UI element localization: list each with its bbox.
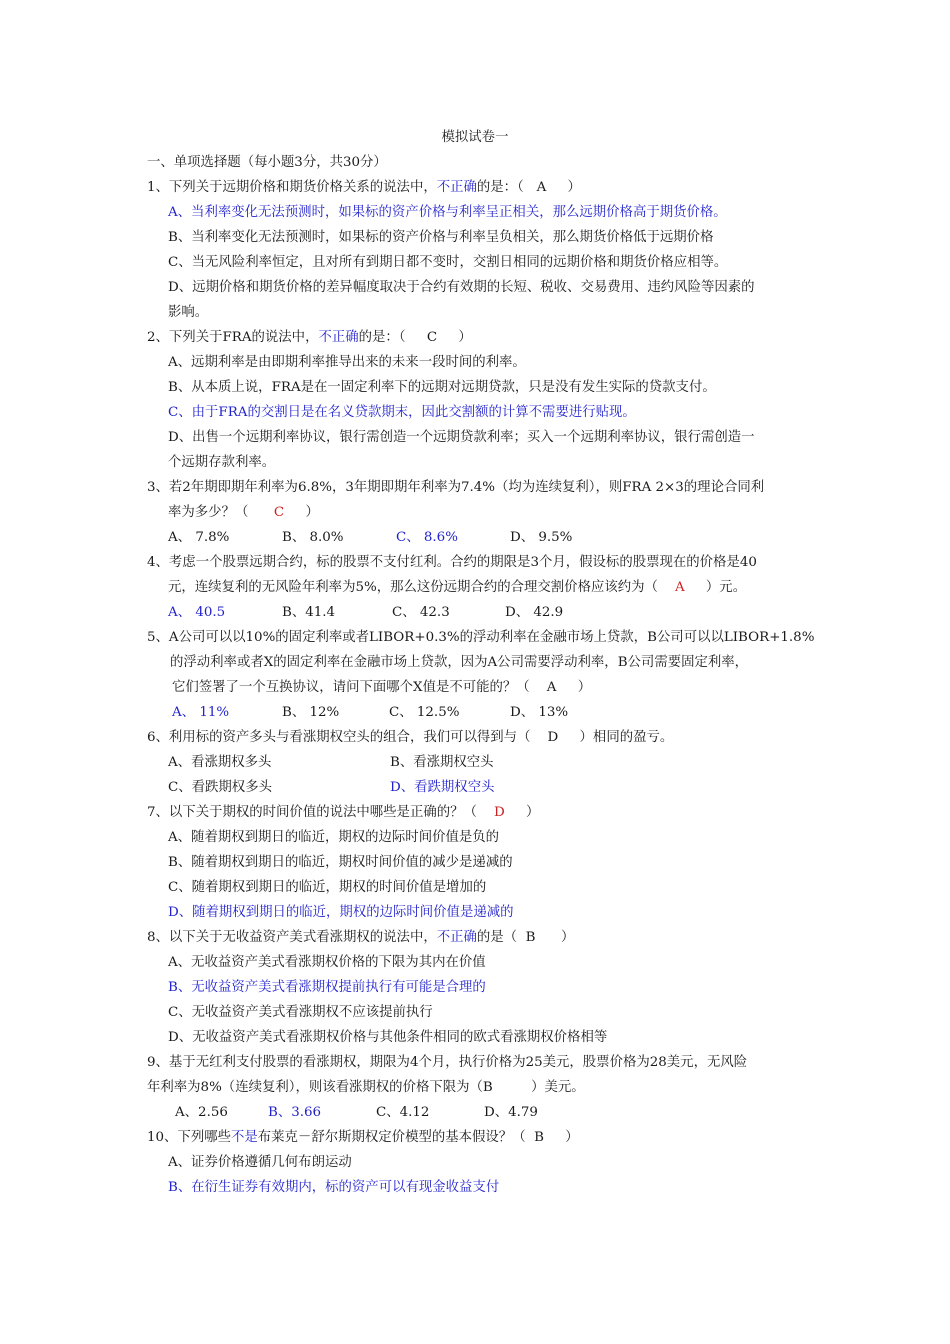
q3-close: ） — [305, 505, 319, 520]
q1-option-b: B、当利率变化无法预测时，如果标的资产价格与利率呈负相关，那么期货价格低于远期价格 — [168, 230, 714, 245]
q5-option-d: D、 13% — [510, 705, 569, 720]
q9-option-b: B、3.66 — [268, 1105, 322, 1120]
q2-stem-text: 2、下列关于FRA的说法中， — [147, 330, 319, 345]
q9-option-c: C、4.12 — [376, 1105, 430, 1120]
q9-option-d: D、4.79 — [484, 1105, 538, 1120]
q8-answer: B — [525, 930, 536, 945]
q3-stem-text: 率为多少？（ — [168, 505, 249, 520]
q8-option-c: C、无收益资产美式看涨期权不应该提前执行 — [168, 1005, 433, 1020]
q5-close: ） — [577, 680, 592, 695]
q2-option-d: D、出售一个远期利率协议，银行需创造一个远期贷款利率；买入一个远期利率协议，银行需创造一 — [168, 430, 755, 445]
question-3-stem-cont — [168, 503, 319, 523]
q10-stem-text: 10、下列哪些 — [147, 1130, 231, 1145]
q8-stem-text: 8、以下关于无收益资产美式看涨期权的说法中， — [147, 930, 437, 945]
q4-stem-text-2: ）元。 — [705, 580, 747, 595]
q10-answer: B — [534, 1130, 544, 1145]
q3-option-d: D、 9.5% — [510, 530, 573, 545]
q5-option-c: C、 12.5% — [389, 705, 460, 720]
q8-option-b: B、无收益资产美式看涨期权提前执行有可能是合理的 — [168, 980, 486, 995]
q1-stem-emphasis: 不正确 — [436, 180, 477, 195]
section-heading: 一、单项选择题（每小题3分，共30分） — [147, 155, 387, 170]
question-9-stem-cont — [147, 1078, 585, 1098]
q4-option-d: D、 42.9 — [505, 605, 564, 620]
q10-option-b: B、在衍生证券有效期内，标的资产可以有现金收益支付 — [168, 1180, 500, 1195]
q6-answer: D — [547, 730, 559, 745]
q3-option-a: A、 7.8% — [168, 530, 230, 545]
q2-option-b: B、从本质上说，FRA是在一固定利率下的远期对远期贷款，只是没有发生实际的贷款支付。 — [168, 380, 716, 395]
q4-answer: A — [674, 580, 685, 595]
q5-answer: A — [546, 680, 557, 695]
q7-stem-text: 7、以下关于期权的时间价值的说法中哪些是正确的？（ — [147, 805, 477, 820]
q6-option-b: B、看涨期权空头 — [390, 755, 494, 770]
page-title: 模拟试卷一 — [441, 130, 509, 145]
q7-option-c: C、随着期权到期日的临近，期权的时间价值是增加的 — [168, 880, 487, 895]
q9-option-a: A、2.56 — [175, 1105, 228, 1120]
q3-option-b: B、 8.0% — [282, 530, 344, 545]
q6-stem-text-2: ）相同的盈亏。 — [579, 730, 674, 745]
q3-answer: C — [273, 505, 285, 520]
q4-stem-text: 元，连续复利的无风险年利率为5%，那么这份远期合约的合理交割价格应该约为（ — [168, 580, 658, 595]
q2-stem-text-2: 的是：（ — [358, 330, 406, 345]
q7-option-b: B、随着期权到期日的临近，期权时间价值的减少是递减的 — [168, 855, 513, 870]
q8-close: ） — [560, 930, 575, 945]
q1-option-c: C、当无风险利率恒定，且对所有到期日都不变时，交割日相同的远期价格和期货价格应相等。 — [168, 255, 728, 270]
q6-stem-text: 6、利用标的资产多头与看涨期权空头的组合，我们可以得到与（ — [147, 730, 531, 745]
q8-option-a: A、无收益资产美式看涨期权价格的下限为其内在价值 — [168, 955, 486, 970]
q5-option-b: B、 12% — [282, 705, 340, 720]
q1-option-d-cont: 影响。 — [168, 305, 209, 320]
q4-option-b: B、41.4 — [282, 605, 336, 620]
q7-close: ） — [525, 805, 540, 820]
q1-stem-text: 1、下列关于远期价格和期货价格关系的说法中， — [147, 180, 437, 195]
question-9-stem: 9、基于无红利支付股票的看涨期权，期限为4个月，执行价格为25美元，股票价格为28美元，无风险 — [147, 1055, 748, 1070]
question-3-stem: 3、若2年期即期年利率为6.8%，3年期即期年利率为7.4%（均为连续复利），则FRA 2×3的理论合同利 — [147, 480, 765, 495]
q2-answer: C — [426, 330, 438, 345]
q4-option-a: A、 40.5 — [168, 605, 226, 620]
question-7-stem — [147, 803, 539, 823]
q5-stem-text: 它们签署了一个互换协议，请问下面哪个X值是不可能的？（ — [172, 680, 530, 695]
q1-stem-text-2: 的是：（ — [476, 180, 524, 195]
q10-stem-emphasis: 不是 — [231, 1130, 258, 1145]
question-1-stem — [147, 178, 581, 198]
q6-option-a: A、看涨期权多头 — [168, 755, 272, 770]
question-8-stem — [147, 928, 574, 948]
q1-option-a: A、当利率变化无法预测时，如果标的资产价格与利率呈正相关，那么远期价格高于期货价格。 — [168, 205, 727, 220]
question-5-stem-cont: 的浮动利率或者X的固定利率在金融市场上贷款，因为A公司需要浮动利率，B公司需要固定利率， — [170, 655, 749, 670]
q2-option-d-cont: 个远期存款利率。 — [168, 455, 276, 470]
q6-option-c: C、看跌期权多头 — [168, 780, 272, 795]
q7-option-a: A、随着期权到期日的临近，期权的边际时间价值是负的 — [168, 830, 500, 845]
q10-close: ） — [565, 1130, 579, 1145]
q1-answer: A — [536, 180, 547, 195]
q10-stem-text-2: 布莱克－舒尔斯期权定价模型的基本假设？（ — [257, 1130, 526, 1145]
q4-option-c: C、 42.3 — [392, 605, 450, 620]
q8-stem-emphasis: 不正确 — [436, 930, 477, 945]
question-5-stem-cont-2 — [172, 678, 591, 698]
question-10-stem — [147, 1128, 579, 1148]
q2-option-c: C、由于FRA的交割日是在名义贷款期末，因此交割额的计算不需要进行贴现。 — [168, 405, 636, 420]
q8-stem-text-2: 的是（ — [476, 930, 518, 945]
q5-option-a: A、 11% — [172, 705, 230, 720]
question-5-stem: 5、A公司可以以10%的固定利率或者LIBOR+0.3%的浮动利率在金融市场上贷款，B公司可以以LIBOR+1.8% — [147, 630, 815, 645]
question-4-stem: 4、考虑一个股票远期合约，标的股票不支付红利。合约的期限是3个月，假设标的股票现在的价格是40 — [147, 555, 757, 570]
q2-stem-emphasis: 不正确 — [318, 330, 359, 345]
q9-stem-text-2: ）美元。 — [531, 1080, 585, 1095]
q3-option-c: C、 8.6% — [396, 530, 458, 545]
q7-answer: D — [493, 805, 505, 820]
question-2-stem — [147, 328, 472, 348]
question-6-stem — [147, 728, 673, 748]
q2-option-a: A、远期利率是由即期利率推导出来的未来一段时间的利率。 — [168, 355, 526, 370]
q7-option-d: D、随着期权到期日的临近，期权的边际时间价值是递减的 — [168, 905, 514, 920]
q10-option-a: A、证券价格遵循几何布朗运动 — [168, 1155, 352, 1170]
q8-option-d: D、无收益资产美式看涨期权价格与其他条件相同的欧式看涨期权价格相等 — [168, 1030, 608, 1045]
q1-option-d: D、远期价格和期货价格的差异幅度取决于合约有效期的长短、税收、交易费用、违约风险等因素的 — [168, 280, 755, 295]
q1-close: ） — [567, 180, 581, 195]
q9-stem-text: 年利率为8%（连续复利），则该看涨期权的价格下限为（B — [147, 1080, 493, 1095]
q6-option-d: D、看跌期权空头 — [390, 780, 495, 795]
question-4-stem-cont — [168, 578, 746, 598]
q2-close: ） — [458, 330, 472, 345]
